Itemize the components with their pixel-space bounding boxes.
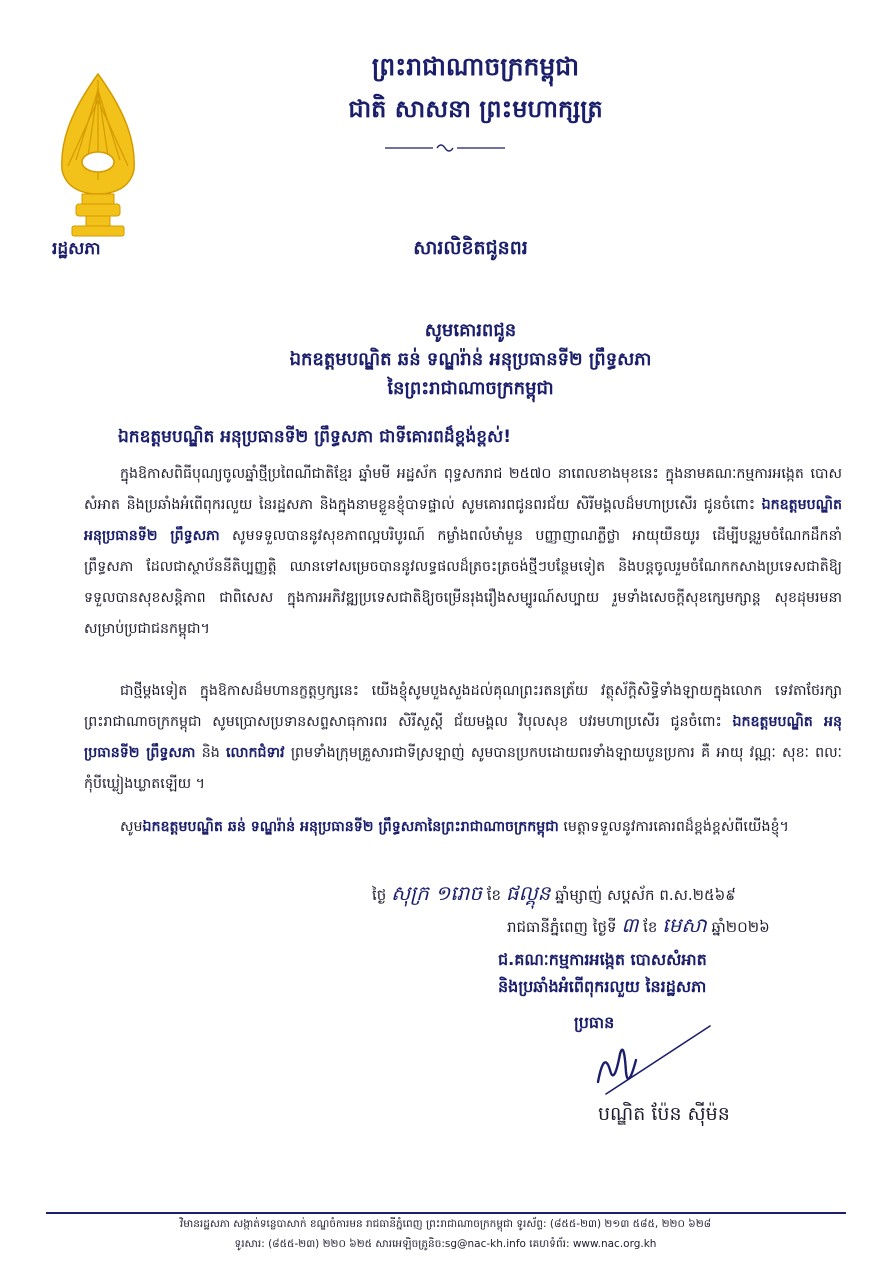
p2-text-b: ព្រមទាំងក្រុមគ្រួសារជាទីស្រឡាញ់ សូមបានប្រកបដោយពរទាំងឡាយបួនប្រការ គឺ អាយុ វណ្ណៈ សុខៈ ពលៈ កុំបីឃ្លៀងឃ្លាតឡើយ ។ xyxy=(84,745,843,792)
address-line-3: នៃព្រះរាជាណាចក្រកម្ពុជា xyxy=(387,378,554,399)
p3-text-a: សូម xyxy=(120,819,143,835)
solar-date xyxy=(507,912,770,942)
p2-spouse: លោកជំទាវ xyxy=(226,745,285,761)
body-paragraph-2 xyxy=(84,676,842,800)
signer-name: បណ្ឌិត ប៉ែន ស៊ីម៉ន xyxy=(598,1103,730,1125)
lunar-year: ឆ្នាំម្សាញ់ សប្តស័ក ព.ស.២៥៦៩ xyxy=(555,886,736,904)
footer-contact: ទូរសារ: (៨៥៥-២៣) ២២០ ៦២៥ សារអេឡិចត្រូនិច:sg@nac-kh.info គេហទំព័រ: www.nac.org.kh xyxy=(234,1238,657,1250)
letter-title: សារលិខិតជូនពរ xyxy=(413,237,528,259)
lunar-date xyxy=(372,880,736,910)
national-motto: ជាតិ សាសនា ព្រះមហាក្សត្រ xyxy=(348,95,603,123)
lunar-day-handwritten: សុក្រ ១រោច xyxy=(391,881,483,905)
p3-recipient: ឯកឧត្តមបណ្ឌិត ឆន់ ទណ្ឌរ៉ាន់ អនុប្រធានទី២ ព្រឹទ្ធសភានៃព្រះរាជាណាចក្រកម្ពុជា xyxy=(142,819,559,835)
body-paragraph-3 xyxy=(84,812,842,843)
lunar-prefix: ថ្ងៃ xyxy=(372,886,387,904)
sender-institution: រដ្ឋសភា xyxy=(52,239,101,259)
handwritten-signature xyxy=(580,1020,720,1100)
p2-recipient: ឯកឧត្តមបណ្ឌិត អនុប្រធានទី២ ព្រឹទ្ធសភា xyxy=(84,714,842,761)
lunar-month-label: ខែ xyxy=(486,886,502,904)
p2-text-a: ជាថ្មីម្តងទៀត ក្នុងឱកាសដ៏មហានក្ខត្តឫក្សនេះ យើងខ្ញុំសូមបួងសួងដល់គុណព្រះរតនត្រ័យ វត្ថុស័ក្តិសិទ្ធិទាំងឡាយក្នុងលោក ទេវតាថែរក្សាព្រះរាជាណាចក្រកម្ពុជា សូមប្រោសប្រទានសព្ទសាធុការពរ សិរីសួស្តី ជ័យមង្គល វិបុលសុខ បវរមហាប្រសើរ ជូនចំពោះ xyxy=(84,683,842,730)
body-paragraph-1 xyxy=(84,459,842,645)
signatory-committee-line-2: និងប្រឆាំងអំពើពុករលួយ នៃរដ្ឋសភា xyxy=(498,977,707,996)
p1-recipient: ឯកឧត្តមបណ្ឌិត អនុប្រធានទី២ ព្រឹទ្ធសភា xyxy=(84,497,842,544)
signatory-role: ប្រធាន xyxy=(574,1013,615,1032)
solar-prefix: រាជធានីភ្នំពេញ ថ្ងៃទី xyxy=(507,918,617,936)
footer-divider xyxy=(46,1212,846,1214)
footer-address: វិមានរដ្ឋសភា សង្កាត់ទន្លេបាសាក់ ខណ្ឌចំការមន រាជធានីភ្នំពេញ ព្រះរាជាណាចក្រកម្ពុជា ទូរស័ព្ទ: (៨៥៥-២៣) ២១៣ ៥៨៥, ២២០ ៦២៨ xyxy=(179,1218,712,1230)
address-line-2: ឯកឧត្តមបណ្ឌិត ឆន់ ទណ្ឌរ៉ាន់ អនុប្រធានទី២ ព្រឹទ្ធសភា xyxy=(289,349,652,370)
lunar-month-handwritten: ផល្គុន xyxy=(505,881,551,905)
solar-day-handwritten: ៣ xyxy=(621,913,639,937)
ornament-divider-icon xyxy=(385,142,505,154)
p3-text-b: មេត្តាទទួលនូវការគោរពដ៏ខ្ពង់ខ្ពស់ពីយើងខ្ញុំ។ xyxy=(558,819,789,835)
p1-text-a: ក្នុងឱកាសពិធីបុណ្យចូលឆ្នាំថ្មីប្រពៃណីជាតិខ្មែរ ឆ្នាំមមី អដ្ឋស័ក ពុទ្ធសករាជ ២៥៧០ នាពេលខាងមុខនេះ ក្នុងនាមគណៈកម្មការអង្កេត បោសសំអាត និងប្រឆាំងអំពើពុករលួយ នៃរដ្ឋសភា និងក្នុងនាមខ្លួនខ្ញុំបាទផ្ទាល់ សូមគោរពជូនពរជ័យ សិរីមង្គលដ៏មហាប្រសើរ ជូនចំពោះ xyxy=(84,466,842,513)
signatory-committee-line-1: ជ.គណៈកម្មការអង្កេត បោសសំអាត xyxy=(498,950,707,969)
solar-month-label: ខែ xyxy=(643,918,658,936)
address-line-1: សូមគោរពជូន xyxy=(424,320,517,341)
solar-month-handwritten: មេសា xyxy=(662,913,707,937)
p1-text-b: សូមទទួលបាននូវសុខភាពល្អបរិបូរណ៍ កម្លាំងពលំមាំមួន បញ្ញាញាណភ្លឺថ្លា អាយុយឺនយូរ ដើម្បីបន្តរួមចំណែកដឹកនាំព្រឹទ្ធសភា ដែលជាស្ថាប័ននីតិប្បញ្ញត្តិ ឈានទៅសម្រេចបាននូវលទ្ធផលដ៏ត្រចះត្រចង់ថ្មីៗបន្ថែមទៀត និងបន្តចូលរួមចំណែកកសាងប្រទេសជាតិឱ្យទទួលបានសុខសន្តិភាព ជាពិសេស ក្នុងការអភិវឌ្ឍប្រទេសជាតិឱ្យចម្រើនរុងរឿងសម្បូរណ៍សប្បាយ រួមទាំងសេចក្តីសុខក្សេមក្សាន្ត សុខដុមរមនាសម្រាប់ប្រជាជនកម្ពុជា។ xyxy=(84,528,842,637)
salutation: ឯកឧត្តមបណ្ឌិត អនុប្រធានទី២ ព្រឹទ្ធសភា ជាទីគោរពដ៏ខ្ពង់ខ្ពស់! xyxy=(118,427,511,447)
solar-year: ឆ្នាំ២០២៦ xyxy=(711,918,770,936)
p2-conj: និង xyxy=(195,745,227,761)
kingdom-heading: ព្រះរាជាណាចក្រកម្ពុជា xyxy=(371,52,580,81)
